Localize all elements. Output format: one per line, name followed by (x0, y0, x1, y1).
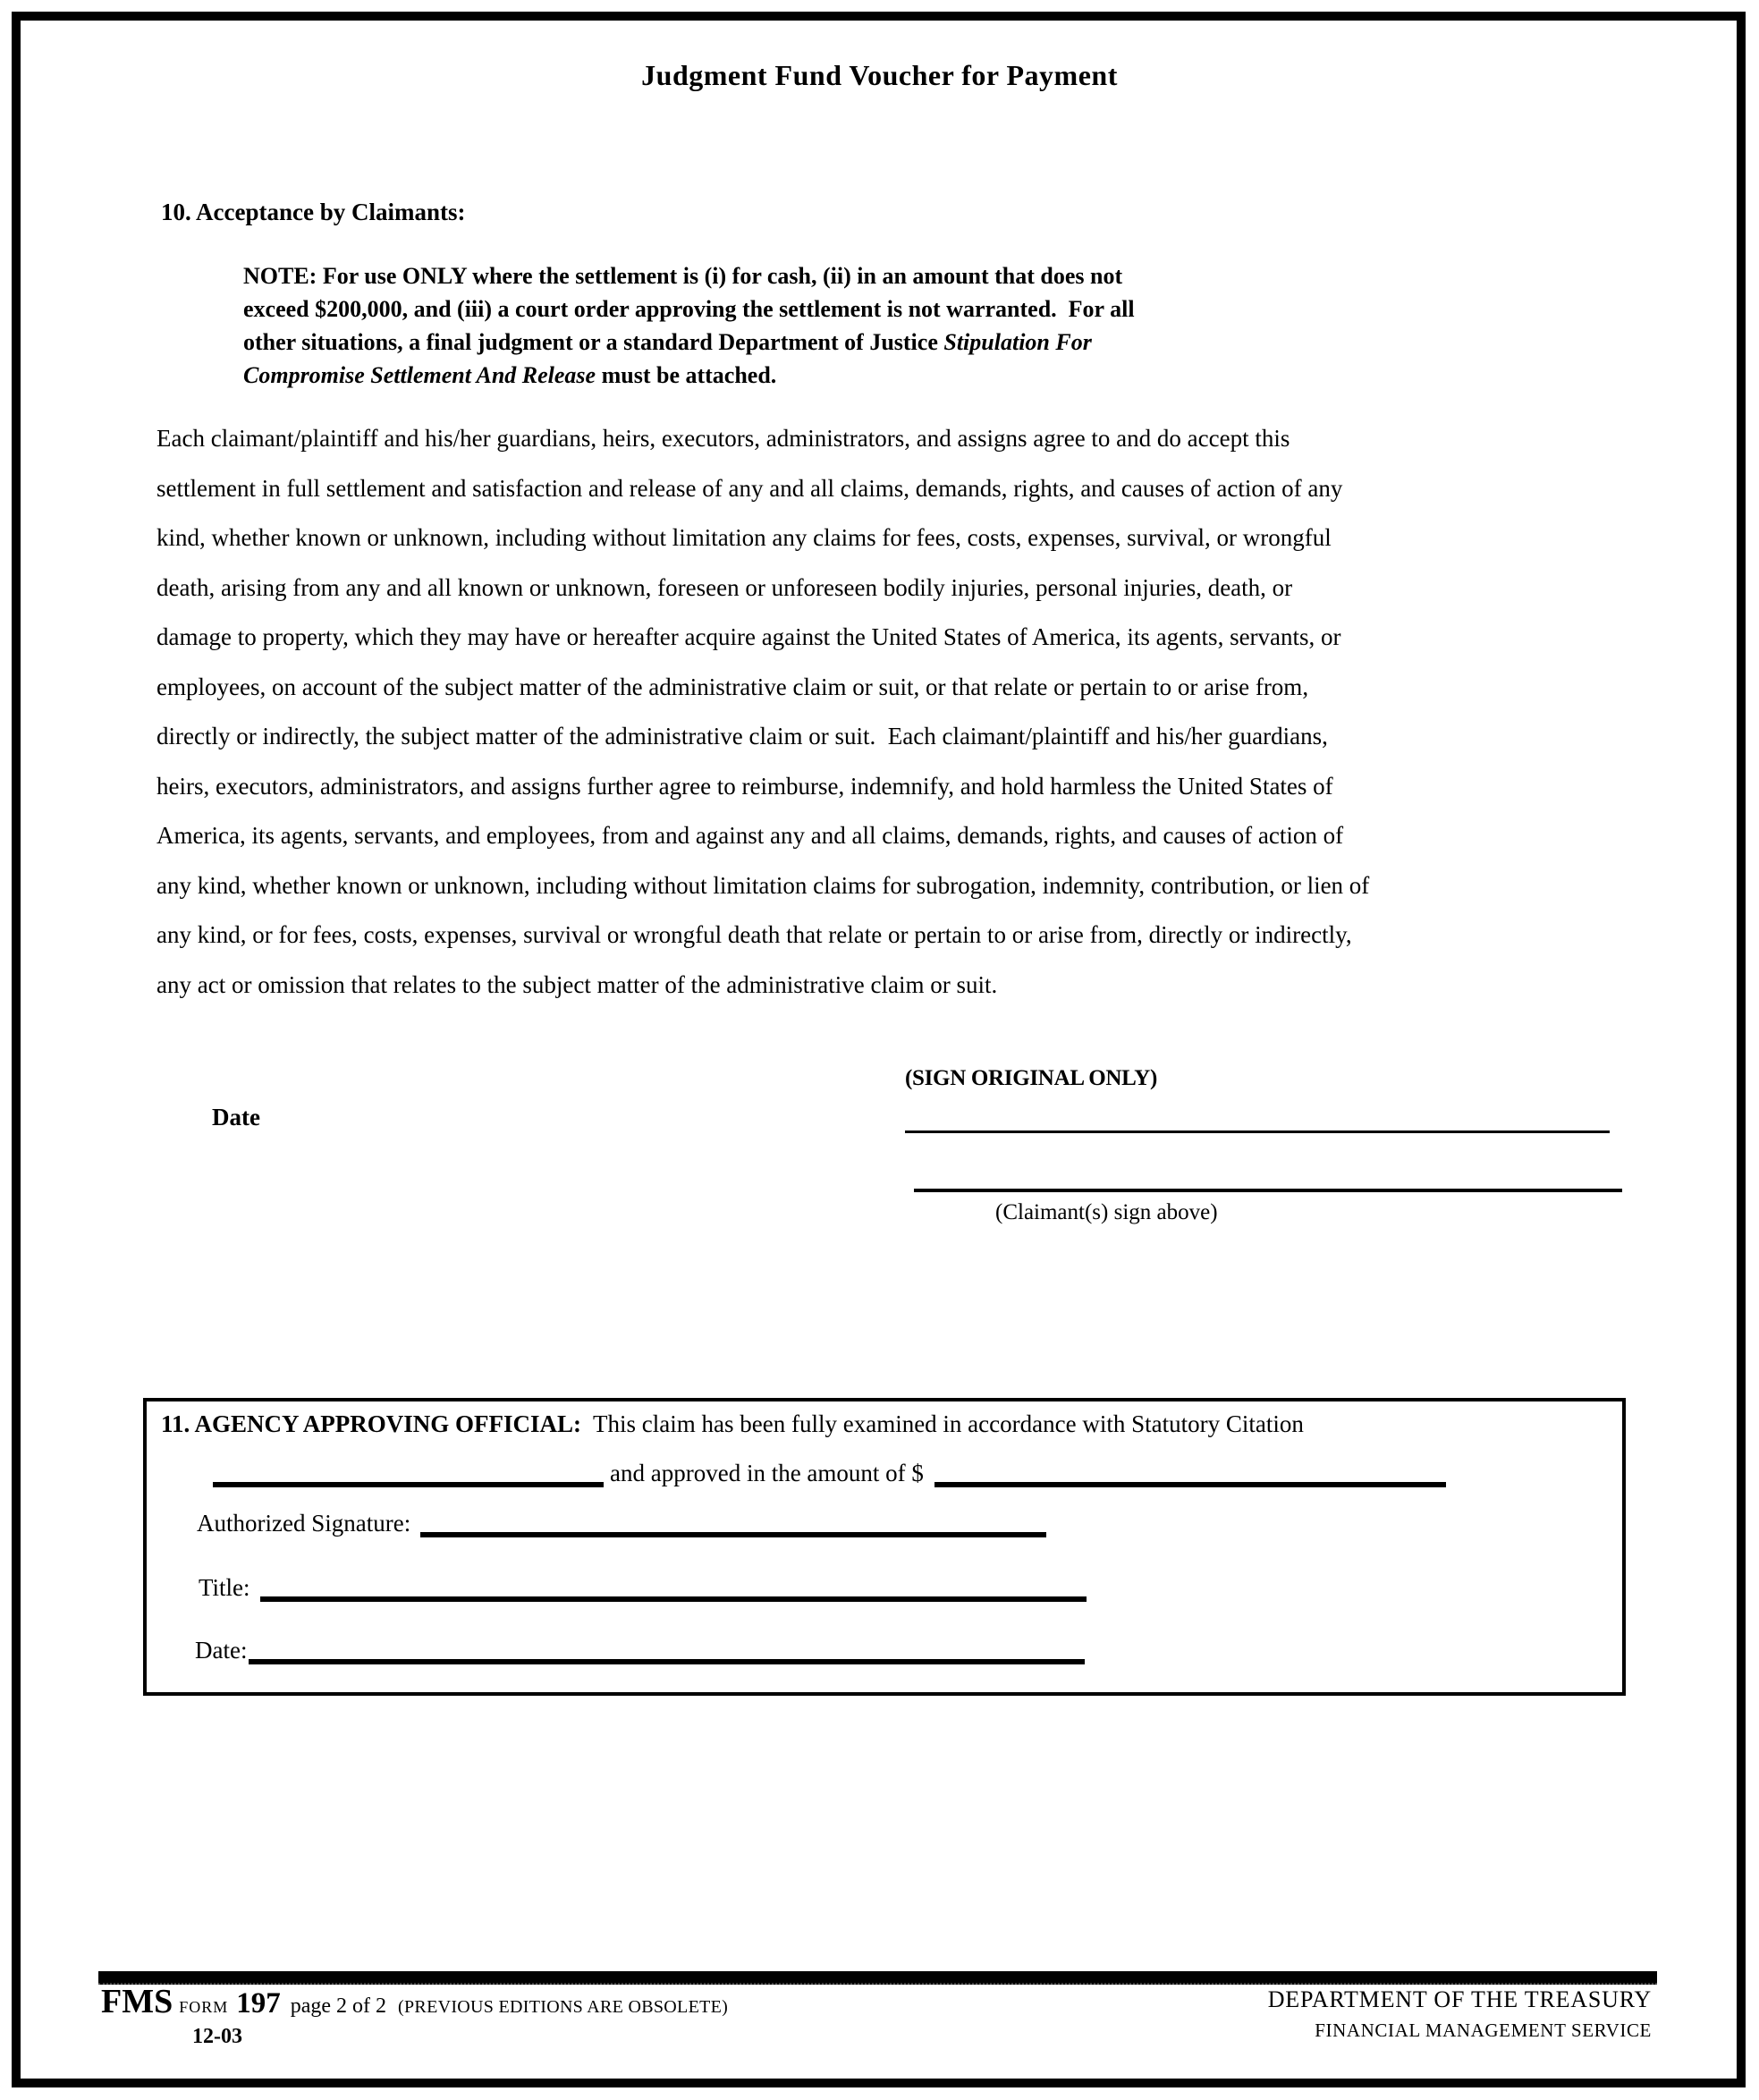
statutory-citation-line[interactable] (213, 1457, 604, 1487)
note-line (243, 259, 1135, 292)
body-line: America, its agents, servants, and employees, from and against any and all claims, demands, rights, and causes of action of (156, 822, 1344, 849)
body-line: any kind, whether known or unknown, including without limitation claims for subrogation, indemnity, contribution, or lien of (156, 871, 1370, 899)
form-identification (101, 1982, 728, 2021)
authorized-signature-row (197, 1507, 1046, 1537)
note-italic-text: Compromise Settlement And Release (243, 362, 596, 388)
body-line: Each claimant/plaintiff and his/her guardians, heirs, executors, administrators, and assigns agree to and do accept this (156, 425, 1290, 452)
body-line: directly or indirectly, the subject matter of the administrative claim or suit. Each claimant/plaintiff and his/her guardians, (156, 723, 1328, 749)
service-name: FINANCIAL MANAGEMENT SERVICE (1315, 2020, 1652, 2041)
authorized-signature-label: Authorized Signature: (197, 1510, 411, 1537)
authorized-signature-line[interactable] (420, 1507, 1046, 1537)
note-paragraph (243, 259, 1135, 392)
acceptance-paragraph (156, 414, 1369, 1010)
amount-text: and approved in the amount of $ (610, 1460, 924, 1486)
page-title: Judgment Fund Voucher for Payment (641, 59, 1118, 91)
note-text: other situations, a final judgment or a standard Department of Justice (243, 329, 944, 355)
obsolete-editions-note: (PREVIOUS EDITIONS ARE OBSOLETE) (398, 1997, 729, 2017)
sign-original-only-label: (SIGN ORIGINAL ONLY) (905, 1066, 1158, 1090)
note-line (243, 292, 1135, 326)
agency-approving-official-box (143, 1398, 1626, 1696)
note-line (243, 359, 1135, 392)
body-line: any act or omission that relates to the subject matter of the administrative claim or suit. (156, 970, 998, 998)
approver-date-line[interactable] (249, 1634, 1085, 1664)
body-line: kind, whether known or unknown, including without limitation any claims for fees, costs, expenses, survival, or wrongful (156, 524, 1332, 551)
form-word-label: FORM (179, 1998, 229, 2016)
title-line[interactable] (260, 1571, 1087, 1602)
claimant-signature-line-2[interactable] (914, 1189, 1622, 1192)
claimants-sign-above-label: (Claimant(s) sign above) (995, 1200, 1218, 1224)
body-line: heirs, executors, administrators, and assigns further agree to reimburse, indemnify, and hold harmless the United States of (156, 772, 1333, 800)
body-line: any kind, or for fees, costs, expenses, survival or wrongful death that relate or pertain to or arise from, directly or indirectly, (156, 921, 1352, 948)
approver-date-label: Date: (195, 1637, 248, 1664)
note-italic-text: Stipulation For (943, 329, 1092, 355)
body-line: death, arising from any and all known or unknown, foreseen or unforeseen bodily injuries, personal injuries, death, or (156, 573, 1293, 601)
form-revision-date: 12-03 (192, 2025, 242, 2048)
note-text: NOTE: For use ONLY where the settlement is (i) for cash, (ii) in an amount that does not (243, 263, 1123, 289)
citation-amount-row (213, 1457, 1446, 1487)
agency-identification (1268, 1986, 1652, 2042)
fms-label: FMS (101, 1983, 173, 2020)
department-name: DEPARTMENT OF THE TREASURY (1267, 1986, 1652, 2012)
date-row (195, 1634, 1085, 1664)
section10-heading: 10. Acceptance by Claimants: (161, 199, 466, 225)
note-line (243, 326, 1135, 359)
title-row (199, 1571, 1087, 1602)
section11-heading-bold: 11. AGENCY APPROVING OFFICIAL: (161, 1410, 582, 1437)
claimant-signature-line-1[interactable] (905, 1130, 1610, 1133)
note-text: must be attached. (596, 362, 777, 388)
form-number: 197 (236, 1987, 281, 2020)
amount-line[interactable] (934, 1457, 1446, 1487)
body-line: employees, on account of the subject matter of the administrative claim or suit, or that relate or pertain to or arise from, (156, 673, 1309, 700)
claimant-date-label: Date (212, 1104, 260, 1130)
page-number-label: page 2 of 2 (290, 1994, 387, 2018)
body-line: damage to property, which they may have or hereafter acquire against the United States of America, its agents, servants, or (156, 623, 1341, 650)
section11-heading (161, 1410, 1304, 1438)
body-line: settlement in full settlement and satisfaction and release of any and all claims, demands, rights, and causes of action of any (156, 474, 1343, 502)
section11-heading-text: This claim has been fully examined in accordance with Statutory Citation (581, 1410, 1304, 1437)
note-text: exceed $200,000, and (iii) a court order approving the settlement is not warranted. For all (243, 296, 1135, 322)
title-label: Title: (199, 1574, 250, 1601)
